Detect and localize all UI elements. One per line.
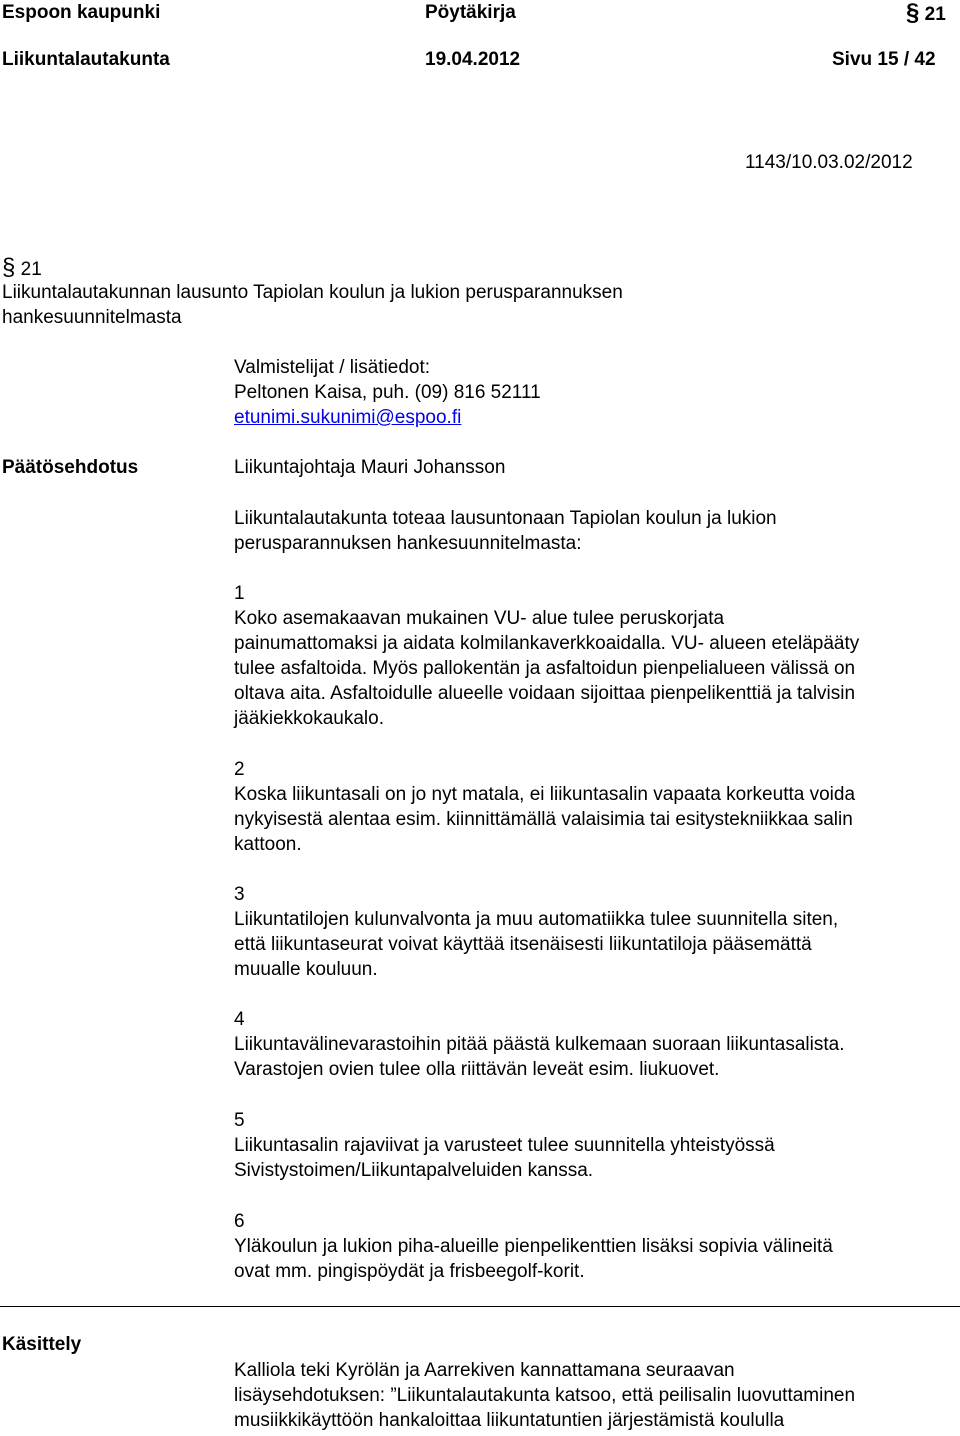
handling-line: Kalliola teki Kyrölän ja Aarrekiven kannattamana seuraavan (234, 1360, 735, 1381)
point-line: oltava aita. Asfaltoidulle alueelle voidaan sijoittaa pienpelikenttiä ja talvisin (234, 683, 856, 704)
handling-label: Käsittely (2, 1334, 82, 1355)
section-divider (0, 1306, 960, 1307)
point-line: Sivistystoimen/Liikuntapalveluiden kanssa. (234, 1160, 594, 1181)
point-number: 6 (234, 1211, 245, 1232)
point-line: tulee asfaltoida. Myös pallokentän ja asfaltoidun pienpelialueen välissä on (234, 658, 856, 679)
point-line: nykyisestä alentaa esim. kiinnittämällä valaisimia tai esitystekniikkaa salin (234, 809, 853, 830)
item-title-line1: Liikuntalautakunnan lausunto Tapiolan koulun ja lukion perusparannuksen (2, 282, 623, 303)
reference-number: 1143/10.03.02/2012 (745, 152, 913, 173)
preparers-email-link[interactable]: etunimi.sukunimi@espoo.fi (234, 407, 462, 428)
item-section-symbol: § (2, 254, 16, 281)
header-section (906, 0, 946, 27)
section-symbol: § (906, 0, 920, 26)
item-section (2, 255, 42, 282)
header-date: 19.04.2012 (425, 49, 521, 70)
proposal-intro-line: perusparannuksen hankesuunnitelmasta: (234, 533, 582, 554)
handling-line: musiikkikäyttöön hankaloittaa liikuntatuntien järjestämistä koululla (234, 1410, 785, 1431)
point-number: 4 (234, 1009, 245, 1030)
point-number: 5 (234, 1110, 245, 1131)
point-number: 1 (234, 583, 245, 604)
header-board: Liikuntalautakunta (2, 49, 170, 70)
point-line: Koko asemakaavan mukainen VU- alue tulee peruskorjata (234, 608, 725, 629)
preparers-label: Valmistelijat / lisätiedot: (234, 357, 431, 378)
item-section-number: 21 (20, 259, 42, 280)
point-line: Liikuntavälinevarastoihin pitää päästä kulkemaan suoraan liikuntasalista. (234, 1034, 845, 1055)
point-line: Liikuntasalin rajaviivat ja varusteet tulee suunnitella yhteistyössä (234, 1135, 775, 1156)
item-title-line2: hankesuunnitelmasta (2, 307, 182, 328)
proposal-point-6 (234, 1209, 954, 1284)
point-line: Yläkoulun ja lukion piha-alueille pienpelikenttien lisäksi sopivia välineitä (234, 1236, 833, 1257)
proposal-point-3 (234, 882, 954, 982)
point-number: 2 (234, 759, 245, 780)
point-line: Liikuntatilojen kulunvalvonta ja muu automatiikka tulee suunnitella siten, (234, 909, 839, 930)
proposal-point-4 (234, 1007, 954, 1082)
header-city: Espoon kaupunki (2, 2, 161, 23)
point-line: Varastojen ovien tulee olla riittävän leveät esim. liukuovet. (234, 1059, 720, 1080)
point-line: painumattomaksi ja aidata kolmilankaverkkoaidalla. VU- alueen eteläpääty (234, 633, 860, 654)
header-page: Sivu 15 / 42 (832, 49, 936, 70)
proposal-point-5 (234, 1108, 954, 1183)
point-line: ovat mm. pingispöydät ja frisbeegolf-korit. (234, 1261, 585, 1282)
proposal-point-2 (234, 757, 954, 857)
proposal-point-1 (234, 581, 954, 731)
point-number: 3 (234, 884, 245, 905)
header-doc-type: Pöytäkirja (425, 2, 516, 23)
proposal-intro (234, 506, 954, 556)
preparers-contact: Peltonen Kaisa, puh. (09) 816 52111 (234, 382, 541, 403)
proposal-label: Päätösehdotus (2, 457, 139, 478)
proposal-presenter: Liikuntajohtaja Mauri Johansson (234, 457, 506, 478)
point-line: jääkiekkokaukalo. (234, 708, 384, 729)
point-line: kattoon. (234, 834, 302, 855)
handling-text (234, 1358, 954, 1433)
point-line: muualle kouluun. (234, 959, 378, 980)
header-section-number: 21 (924, 4, 946, 25)
handling-line: lisäysehdotuksen: ”Liikuntalautakunta katsoo, että peilisalin luovuttaminen (234, 1385, 856, 1406)
proposal-intro-line: Liikuntalautakunta toteaa lausuntonaan Tapiolan koulun ja lukion (234, 508, 777, 529)
point-line: että liikuntaseurat voivat käyttää itsenäisesti liikuntatiloja pääsemättä (234, 934, 812, 955)
point-line: Koska liikuntasali on jo nyt matala, ei liikuntasalin vapaata korkeutta voida (234, 784, 856, 805)
